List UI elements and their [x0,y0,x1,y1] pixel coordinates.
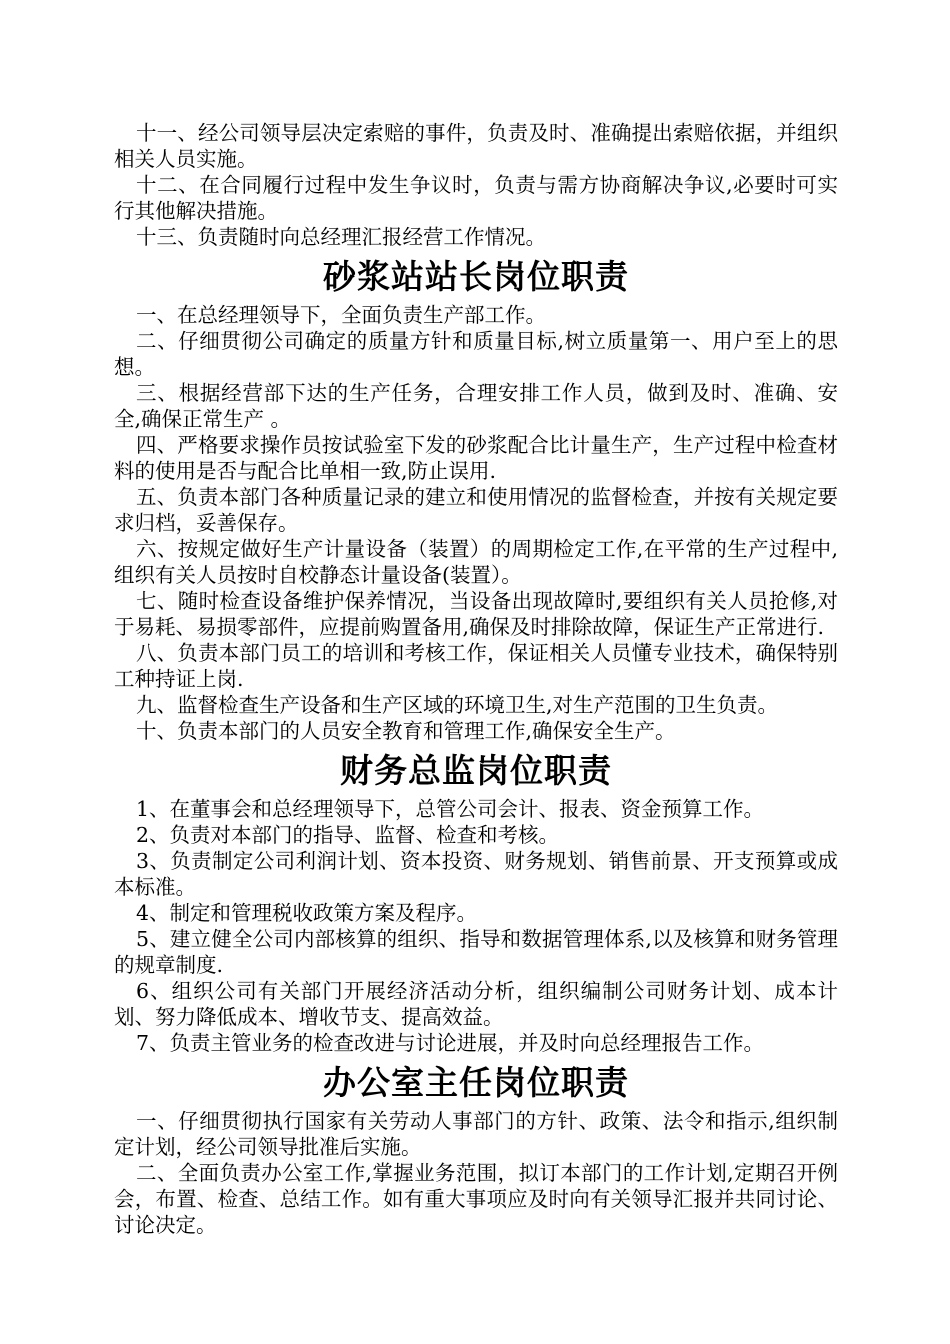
paragraph: 二、仔细贯彻公司确定的质量方针和质量目标,树立质量第一、用户至上的思想。 [114,329,838,379]
paragraph: 一、仔细贯彻执行国家有关劳动人事部门的方针、政策、法令和指示,组织制定计划，经公司领导批准后实施。 [114,1109,838,1159]
paragraph: 二、全面负责办公室工作,掌握业务范围，拟订本部门的工作计划,定期召开例会，布置、检查、总结工作。如有重大事项应及时向有关领导汇报并共同讨论、讨论决定。 [114,1161,838,1237]
paragraph: 4、制定和管理税收政策方案及程序。 [136,901,478,925]
paragraph: 7、负责主管业务的检查改进与讨论进展，并及时向总经理报告工作。 [136,1031,765,1055]
paragraph: 九、监督检查生产设备和生产区域的环境卫生,对生产范围的卫生负责。 [136,693,779,717]
paragraph: 七、随时检查设备维护保养情况，当设备出现故障时,要组织有关人员抢修,对于易耗、易损零部件，应提前购置备用,确保及时排除故障，保证生产正常进行. [114,589,838,639]
paragraph: 1、在董事会和总经理领导下，总管公司会计、报表、资金预算工作。 [136,797,765,821]
paragraph: 八、负责本部门员工的培训和考核工作，保证相关人员懂专业技术，确保特别工种持证上岗. [114,641,838,691]
paragraph: 十、负责本部门的人员安全教育和管理工作,确保安全生产。 [136,719,676,743]
paragraph: 十三、负责随时向总经理汇报经营工作情况。 [136,225,546,249]
paragraph: 5、建立健全公司内部核算的组织、指导和数据管理体系,以及核算和财务管理的规章制度. [114,927,838,977]
section-title: 砂浆站站长岗位职责 [323,257,629,296]
section-title: 办公室主任岗位职责 [323,1063,629,1102]
document-page [114,120,838,1238]
section-title: 财务总监岗位职责 [340,751,612,790]
paragraph: 十一、经公司领导层决定索赔的事件，负责及时、准确提出索赔依据，并组织相关人员实施。 [114,121,838,171]
paragraph: 一、在总经理领导下，全面负责生产部工作。 [136,303,546,327]
paragraph: 六、按规定做好生产计量设备（装置）的周期检定工作,在平常的生产过程中,组织有关人员按时自校静态计量设备(装置）。 [114,537,838,587]
paragraph: 五、负责本部门各种质量记录的建立和使用情况的监督检查，并按有关规定要求归档，妥善保存。 [114,485,838,535]
paragraph: 十二、在合同履行过程中发生争议时，负责与需方协商解决争议,必要时可实行其他解决措施。 [114,173,838,223]
paragraph: 四、严格要求操作员按试验室下发的砂浆配合比计量生产，生产过程中检查材料的使用是否与配合比单相一致,防止误用. [114,433,838,483]
paragraph: 3、负责制定公司利润计划、资本投资、财务规划、销售前景、开支预算或成本标准。 [114,849,838,899]
paragraph: 6、组织公司有关部门开展经济活动分析，组织编制公司财务计划、成本计划、努力降低成本、增收节支、提高效益。 [114,979,838,1029]
paragraph: 三、根据经营部下达的生产任务，合理安排工作人员，做到及时、准确、安全,确保正常生产 。 [114,381,838,431]
paragraph: 2、负责对本部门的指导、监督、检查和考核。 [136,823,560,847]
